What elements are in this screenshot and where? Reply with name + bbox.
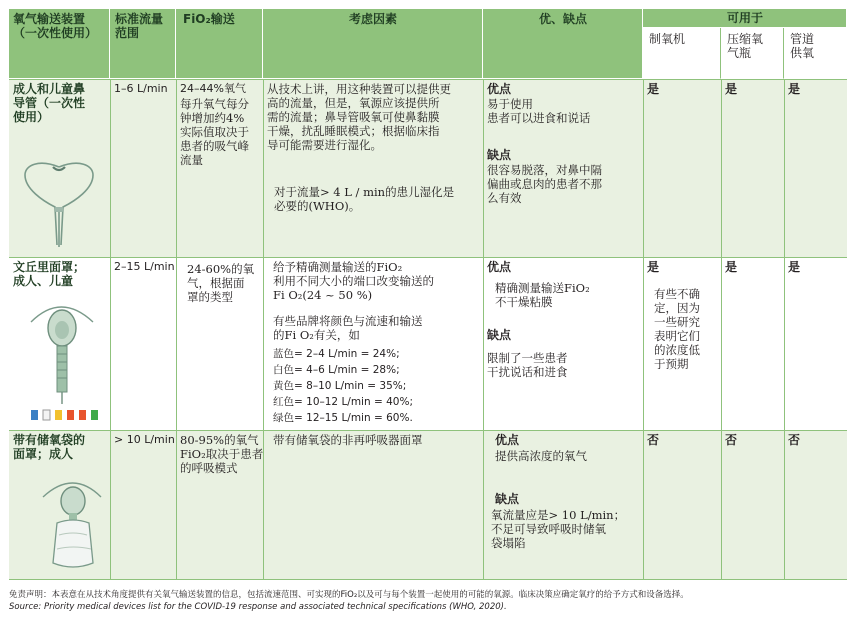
venturi-mask-illustration-icon [21,292,103,424]
row-3-cylinder: 否 [725,433,738,447]
row-3-fio2: 80-95%的氧气 FiO₂取决于患者 的呼吸模式 [180,433,264,475]
row-3-concentrator: 否 [647,433,660,447]
row-1-considerations-note: 对于流量> 4 L / min的患儿湿化是 必要的(WHO)。 [274,185,455,213]
row-2-considerations-main: 给予精确测量输送的FiO₂ 利用不同大小的端口改变输送的 Fi O₂(24 ~ 50 %) [273,260,434,302]
disclaimer-text: 免责声明：本表意在从技术角度提供有关氧气输送装置的信息，包括流速范围、可实现的FiO₂以及可与每个装置一起使用的可能的氧源。临床决策应确定氧疗的给予方式和设备选择。 [9,590,689,600]
row-2-pipeline: 是 [788,260,801,274]
source-text: Source: Priority medical devices list for the COVID-19 response and associated technical specifications (WHO, 2020). [9,602,507,612]
row-3-pipeline: 否 [788,433,801,447]
row-2-pros-label: 优点 [487,260,512,274]
row-3-considerations: 带有储氧袋的非再呼吸器面罩 [273,433,423,447]
header-pros-cons: 优、缺点 [538,12,587,26]
header-concentrator: 制氧机 [649,32,686,46]
row-1-fio2-detail: 每升氧气每分 钟增加约4% 实际值取决于 患者的吸气峰 流量 [180,97,249,167]
header-flow: 标准流量 范围 [115,12,164,40]
row-1-flow: 1–6 L/min [114,82,168,95]
row-1-concentrator: 是 [647,82,660,96]
header-pipeline: 管道 供氧 [790,32,815,60]
row-1-pros: 易于使用 患者可以进食和说话 [487,97,591,125]
header-usable: 可用于 [726,11,763,25]
row-3-pros: 提供高浓度的氧气 [495,449,587,463]
color-item-yellow: 黄色= 8–10 L/min = 35%; [273,380,407,392]
header-cylinder: 压缩氧 气瓶 [727,32,764,60]
header-considerations-cell [263,9,483,79]
header-considerations: 考虑因素 [348,12,397,26]
header-usable-cell [643,9,847,28]
row-2-cons: 限制了一些患者 干扰说话和进食 [487,351,568,379]
header-pros-cons-cell [483,9,643,79]
header-device: 氧气输送装置 （一次性使用） [13,12,98,40]
row-3-cons-label: 缺点 [495,492,520,506]
header-fio2-cell [176,9,263,79]
reservoir-mask-illustration-icon [39,473,105,573]
oxygen-device-table [9,9,847,580]
row-2-cons-label: 缺点 [487,328,512,342]
row-1-cylinder: 是 [725,82,738,96]
row-1-cons-label: 缺点 [487,148,512,162]
header-flow-cell [110,9,176,79]
color-item-white: 白色= 4–6 L/min = 28%; [273,364,400,376]
row-3-cons: 氧流量应是> 10 L/min； 不足可导致呼吸时储氧 袋塌陷 [491,508,626,550]
row-2-flow: 2–15 L/min [114,260,175,273]
header-pipeline-cell [784,28,847,79]
header-concentrator-cell [643,28,721,79]
header-fio2: FiO₂输送 [183,12,235,26]
row-2-color-list [273,346,413,426]
header-cylinder-cell [721,28,784,79]
row-1-pipeline: 是 [788,82,801,96]
row-2-concentrator-note: 有些不确 定，因为 一些研究 表明它们 的浓度低 于预期 [654,287,700,371]
color-item-red: 红色= 10–12 L/min = 40%; [273,396,413,408]
header-device-cell [9,9,110,79]
row-1-pros-label: 优点 [487,82,512,96]
row-2-pros: 精确测量输送FiO₂ 不干燥粘膜 [495,281,590,309]
color-item-blue: 蓝色= 2–4 L/min = 24%; [273,348,400,360]
row-1-fio2-range: 24–44%氧气 [180,82,246,95]
row-2-considerations-note: 有些品牌将颜色与流速和输送 的Fi O₂有关，如 [273,314,423,342]
row-1-device: 成人和儿童鼻 导管（一次性 使用） [13,82,86,124]
row-2-device: 文丘里面罩； 成人、儿童 [13,260,86,288]
row-2-fio2: 24-60%的氧 气，根据面 罩的类型 [187,262,255,304]
row-3-pros-label: 优点 [495,433,520,447]
nasal-cannula-illustration-icon [19,155,99,249]
row-2-concentrator: 是 [647,260,660,274]
color-item-green: 绿色= 12–15 L/min = 60%. [273,412,413,424]
row-1-considerations-main: 从技术上讲，用这种装置可以提供更 高的流量，但是，氧源应该提供所 需的流量；鼻导管吸氧可使鼻黏膜 干燥，扰乱睡眠模式；根据临床指 导可能需要进行湿化。 [267,82,451,152]
row-3-device: 带有储氧袋的 面罩；成人 [13,433,86,461]
row-1-cons: 很容易脱落，对鼻中隔 偏曲或息肉的患者不那 么有效 [487,163,602,205]
row-3-flow: > 10 L/min [114,433,175,446]
row-2-cylinder: 是 [725,260,738,274]
